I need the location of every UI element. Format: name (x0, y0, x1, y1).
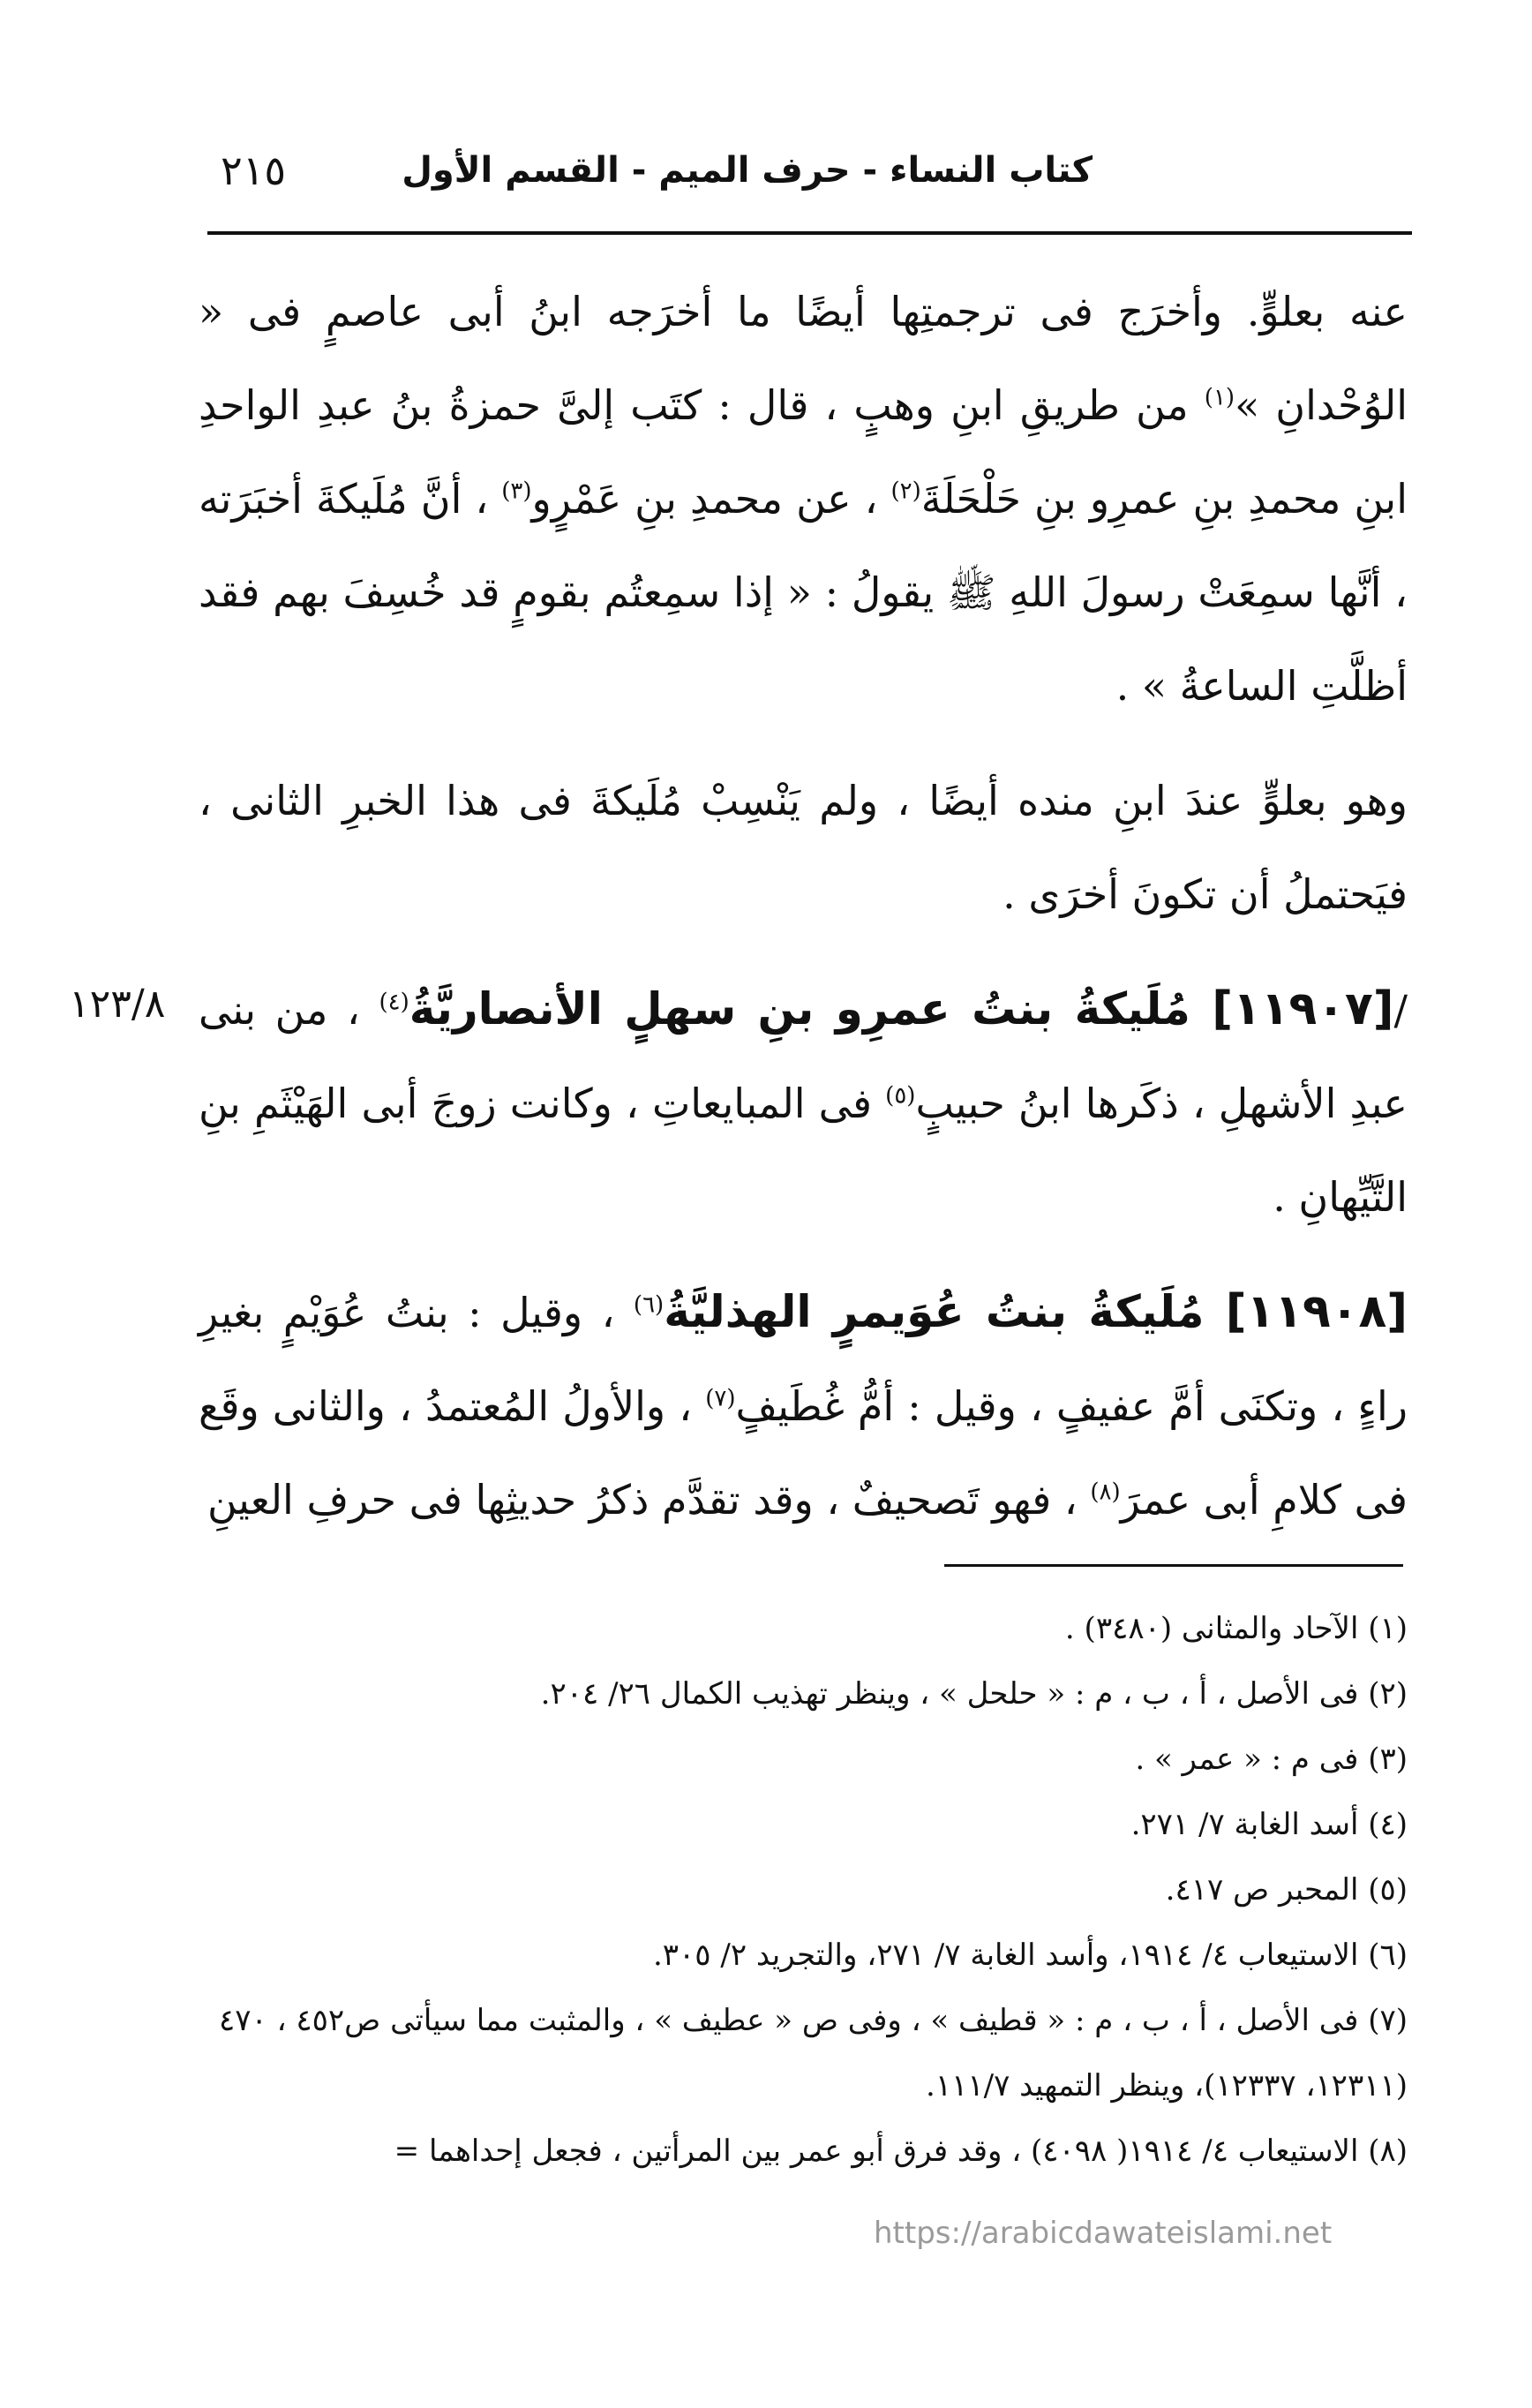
paragraph-2: وهو بعلوٍّ عندَ ابنِ منده أيضًا ، ولم يَنْسِبْ مُلَيكةَ فى هذا الخبرِ الثانى ، فيَحتملُ أن تكونَ أخرَى . (199, 777, 1408, 918)
entry-11907-part2: فى المبايعاتِ ، وكانت زوجَ أبى الهَيْثَمِ بنِ التَّيِّهانِ . (199, 1080, 1408, 1221)
footnote-3: (٣) فى م : « عمر » . (1135, 1742, 1408, 1777)
footnote-ref-5: (٥) (885, 1082, 916, 1110)
footnote-5: (٥) المحبر ص ٤١٧. (1165, 1872, 1408, 1908)
footnote-1: (١) الآحاد والمثانى (٣٤٨٠) . (1064, 1611, 1408, 1646)
page-number: ٢١٥ (221, 147, 287, 194)
header-rule (207, 231, 1412, 235)
entry-11908-part1: ، وقيل : بنتُ عُوَيْمٍ بغيرِ راءٍ ، وتكنَى أمَّ عفيفٍ ، وقيل : أمُّ غُطَيفٍ (199, 1289, 1408, 1430)
p1-part1: عنه بعلوٍّ. وأخرَج فى ترجمتِها أيضًا ما أخرَجه ابنُ أبى عاصمٍ فى « الوُحْدانِ » (199, 288, 1408, 429)
footnote-4: (٤) أسد الغابة ٧/ ٢٧١. (1130, 1807, 1408, 1842)
footnote-ref-8: (٨) (1090, 1479, 1121, 1506)
footnote-ref-6: (٦) (633, 1291, 665, 1319)
entry-11907 (199, 962, 1408, 1244)
entry-11908-name: مُلَيكةُ بنتُ عُوَيمرٍ الهذليَّةُ (664, 1286, 1226, 1337)
footnote-ref-7: (٧) (705, 1385, 736, 1412)
footnote-7: (٧) فى الأصل ، أ ، ب ، م : « قطيف » ، وفى ص « عطيف » ، والمثبت مما سيأتى ص٤٥٢ ، ٤٧٠ (١٢٣١١، ١٢٣٣٧)، وينظر التمهيد ١١١/٧. (218, 2003, 1408, 2103)
p1-part4: ، أنَّ مُلَيكةَ أخبَرَته ، أنَّها سمِعَتْ رسولَ اللهِ ﷺ يقولُ : « إذا سمِعتُم بقومٍ قد خُسِفَ بهم فقد أظلَّتِ الساعةُ » . (199, 475, 1408, 710)
entry-11908-part2: ، والأولُ المُعتمدُ ، والثانى وقَع فى كلامِ أبى عمرَ (199, 1382, 1408, 1524)
header-title: كتاب النساء - حرف الميم - القسم الأول (402, 150, 1093, 191)
entry-11907-prefix: / (1393, 986, 1408, 1034)
entry-11908-part3: ، فهو تَصحيفٌ ، وقد تقدَّم ذكرُ حديثِها فى حرفِ العينِ (207, 1476, 1091, 1524)
entry-11908-number: [١١٩٠٨] (1225, 1285, 1408, 1338)
main-text (199, 265, 1408, 1568)
watermark: https://arabicdawateislami.net (874, 2216, 1333, 2251)
p1-part2: من طريقِ ابنِ وهبٍ ، قال : كتَب إلىَّ حمزةُ بنُ عبدِ الواحدِ ابنِ محمدِ بنِ عمرِو بنِ حَلْحَلَةَ (199, 381, 1408, 523)
entry-11907-number: [١١٩٠٧] (1212, 982, 1394, 1035)
footnote-6: (٦) الاستيعاب ٤/ ١٩١٤، وأسد الغابة ٧/ ٢٧١، والتجريد ٢/ ٣٠٥. (652, 1938, 1408, 1973)
entry-11907-name: مُلَيكةُ بنتُ عمرِو بنِ سهلٍ الأنصاريَّةُ (409, 983, 1213, 1035)
p1-part3: ، عن محمدِ بنِ عَمْرٍو (531, 475, 891, 523)
running-header (203, 143, 1410, 205)
entry-11908 (199, 1265, 1408, 1546)
entry-11907-part1: ، من بنى عبدِ الأشهلِ ، ذكَرها ابنُ حبيبٍ (199, 986, 1408, 1127)
footnote-ref-3: (٣) (501, 478, 532, 505)
paragraph-1 (199, 265, 1408, 733)
footnote-ref-1: (١) (1204, 384, 1235, 411)
footnote-8: (٨) الاستيعاب ٤/ ١٩١٤( ٤٠٩٨) ، وقد فرق أبو عمر بين المرأتين ، فجعل إحداهما = (394, 2133, 1408, 2169)
footnote-2: (٢) فى الأصل ، أ ، ب ، م : « حلحل » ، وينظر تهذيب الكمال ٢٦/ ٢٠٤. (540, 1676, 1408, 1712)
margin-reference: ١٢٣/٨ (69, 982, 166, 1027)
footnote-ref-2: (٢) (890, 478, 921, 505)
footnotes (199, 1596, 1408, 2184)
footnote-rule (944, 1564, 1403, 1567)
footnote-ref-4: (٤) (379, 989, 409, 1016)
